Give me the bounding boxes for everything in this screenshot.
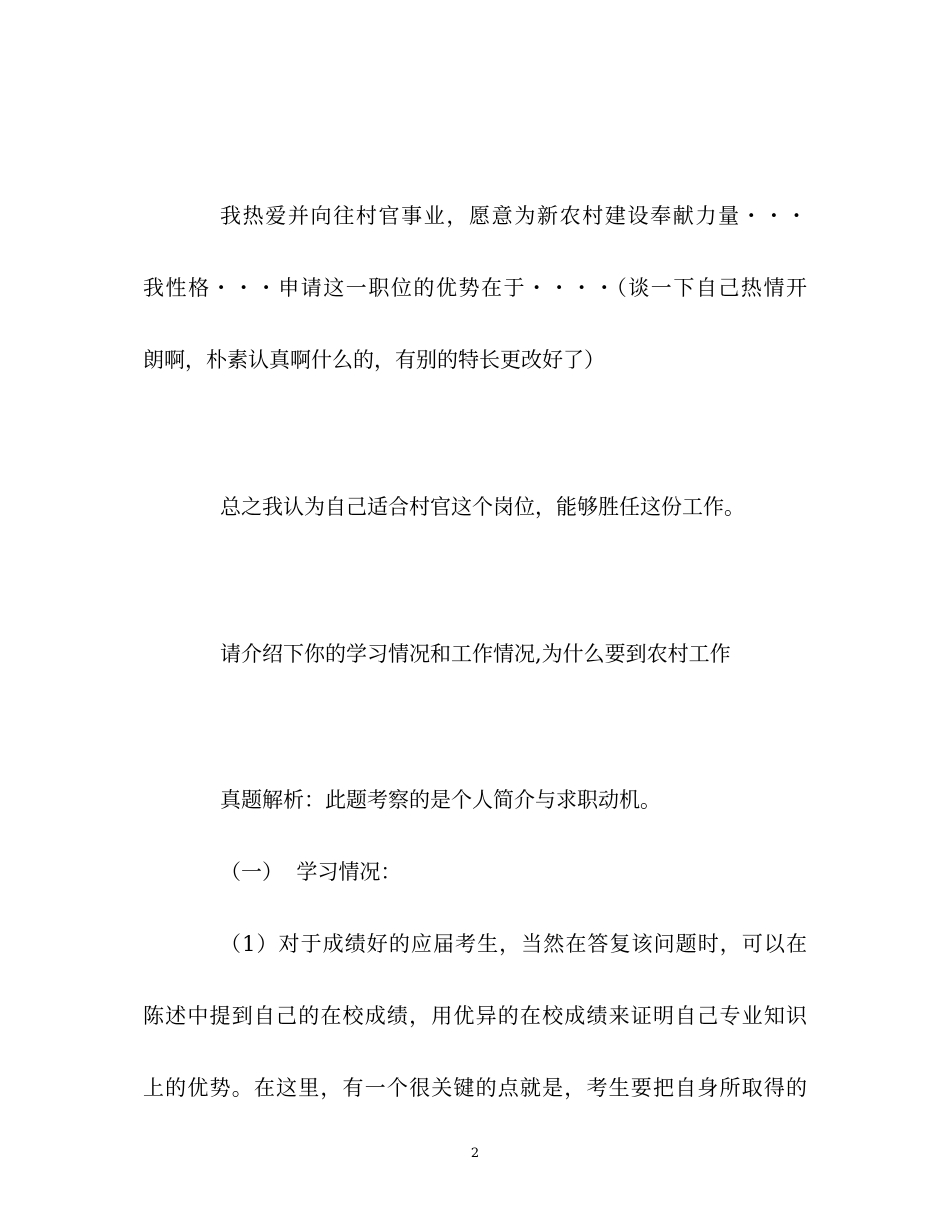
- question-heading: 请介绍下你的学习情况和工作情况,为什么要到农村工作: [220, 642, 731, 666]
- paragraph-line: 陈述中提到自己的在校成绩，用优异的在校成绩来证明自己专业知识: [143, 1004, 807, 1028]
- page-number: 2: [470, 1146, 480, 1161]
- analysis-line: 真题解析：此题考察的是个人简介与求职动机。: [220, 788, 661, 812]
- paragraph-line: 上的优势。在这里，有一个很关键的点就是，考生要把自身所取得的: [143, 1076, 807, 1100]
- paragraph-line: 总之我认为自己适合村官这个岗位，能够胜任这份工作。: [220, 495, 745, 519]
- paragraph-line: 朗啊，朴素认真啊什么的，有别的特长更改好了）: [143, 348, 605, 372]
- paragraph-line: 我热爱并向往村官事业，愿意为新农村建设奉献力量・・・: [220, 204, 807, 228]
- paragraph-line: （1）对于成绩好的应届考生，当然在答复该问题时，可以在: [220, 932, 807, 956]
- paragraph-line: 我性格・・・申请这一职位的优势在于・・・・（谈一下自己热情开: [143, 276, 807, 300]
- section-heading: （一） 学习情况：: [220, 860, 402, 884]
